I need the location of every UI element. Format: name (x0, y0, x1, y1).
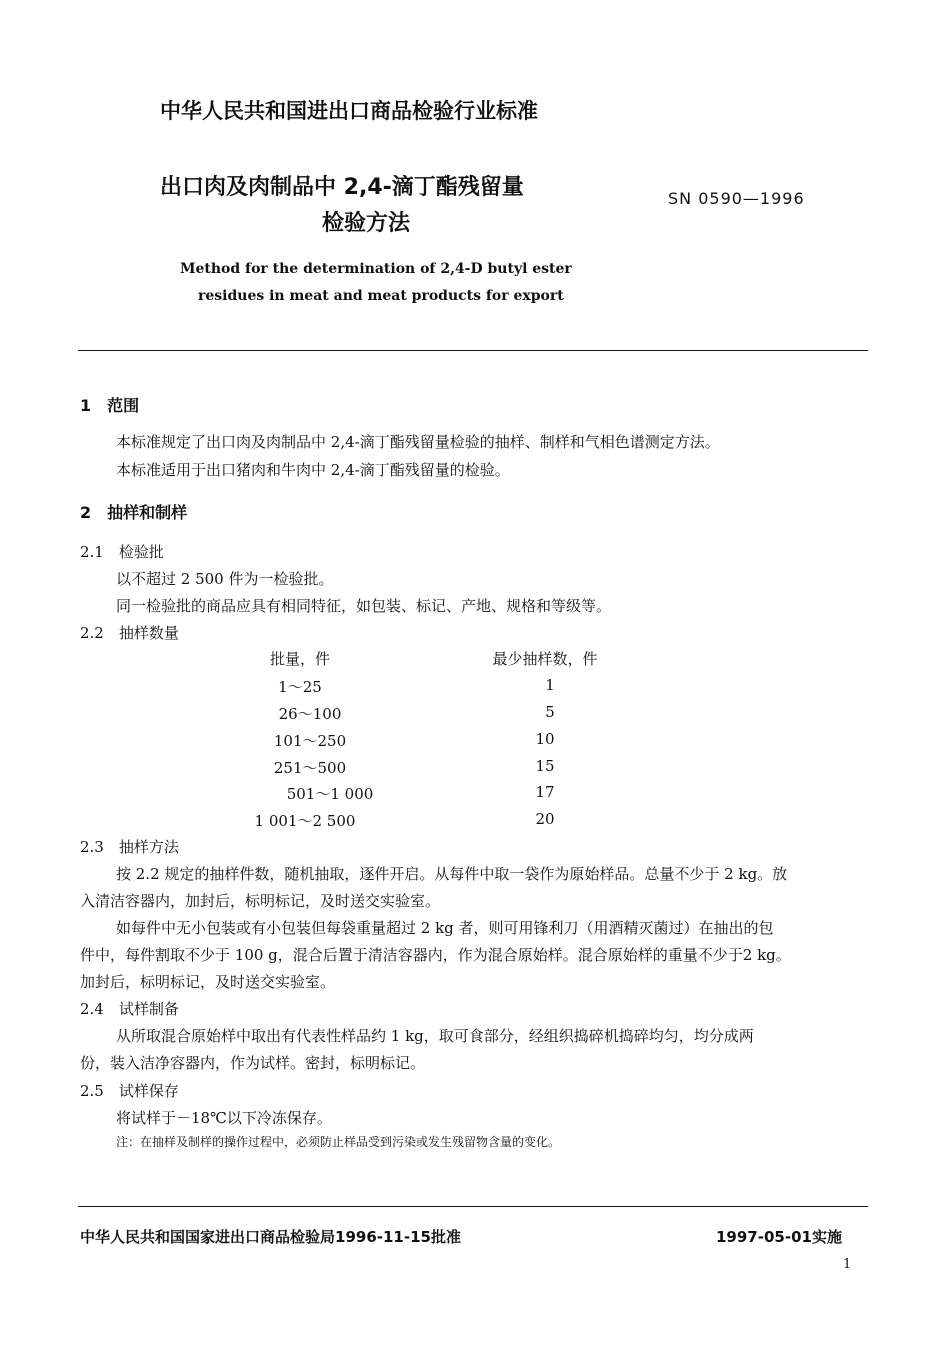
table-cell-min: 17 (535, 783, 555, 801)
table-cell-lot: 1 001～2 500 (254, 812, 356, 830)
table-cell-lot: 1～25 (278, 678, 322, 696)
document-title-line1: 出口肉及肉制品中 2,4-滴丁酯残留量 (160, 175, 524, 200)
section-2-5-heading: 2.5 试样保存 (80, 1082, 179, 1100)
table-cell-lot: 101～250 (273, 732, 347, 750)
table-cell-lot: 501～1 000 (286, 785, 374, 803)
section-2-4-para-line-2: 份，装入洁净容器内，作为试样。密封，标明标记。 (80, 1054, 426, 1072)
approval-statement: 中华人民共和国国家进出口商品检验局1996-11-15批准 (80, 1228, 461, 1246)
section-2-3-para-2-line-1: 如每件中无小包装或有小包装但每袋重量超过 2 kg 者，则可用锋利刀（用酒精灭菌过）在抽出的包 (116, 919, 774, 937)
section-1-heading: 1 范围 (80, 396, 140, 415)
table-cell-min: 20 (535, 810, 555, 828)
table-cell-min: 1 (545, 676, 555, 694)
section-2-5-note: 注：在抽样及制样的操作过程中，必须防止样品受到污染或发生残留物含量的变化。 (116, 1135, 561, 1149)
section-2-heading: 2 抽样和制样 (80, 503, 188, 522)
issuer-title: 中华人民共和国进出口商品检验行业标准 (160, 99, 538, 123)
standard-number: SN 0590—1996 (668, 189, 805, 208)
implementation-date: 1997-05-01实施 (716, 1228, 842, 1246)
section-2-3-para-2-line-3: 加封后，标明标记，及时送交实验室。 (80, 973, 336, 991)
table-cell-min: 10 (535, 730, 555, 748)
table-cell-min: 15 (535, 757, 555, 775)
section-2-3-para-1-line-2: 入清洁容器内，加封后，标明标记，及时送交实验室。 (80, 892, 441, 910)
section-1-para-2: 本标准适用于出口猪肉和牛肉中 2,4-滴丁酯残留量的检验。 (116, 461, 510, 479)
section-2-1-para-2: 同一检验批的商品应具有相同特征，如包装、标记、产地、规格和等级等。 (116, 597, 612, 615)
footer-divider (78, 1206, 868, 1207)
section-1-para-1: 本标准规定了出口肉及肉制品中 2,4-滴丁酯残留量检验的抽样、制样和气相色谱测定方法。 (116, 433, 720, 451)
section-2-4-heading: 2.4 试样制备 (80, 1000, 179, 1018)
section-2-3-para-1-line-1: 按 2.2 规定的抽样件数，随机抽取，逐件开启。从每件中取一袋作为原始样品。总量不少于 2 kg。放 (116, 865, 788, 883)
header-divider (78, 350, 868, 351)
table-cell-lot: 26～100 (278, 705, 342, 723)
table-cell-min: 5 (545, 703, 555, 721)
table-header-lot: 批量，件 (269, 650, 330, 668)
english-title-line2: residues in meat and meat products for export (198, 288, 564, 304)
section-2-5-para: 将试样于－18℃以下冷冻保存。 (116, 1109, 332, 1127)
table-cell-lot: 251～500 (273, 759, 347, 777)
page-number: 1 (843, 1257, 852, 1272)
section-2-3-para-2-line-2: 件中，每件割取不少于 100 g，混合后置于清洁容器内，作为混合原始样。混合原始样的重量不少于2 kg。 (80, 946, 791, 964)
table-header-min: 最少抽样数，件 (492, 650, 598, 668)
section-2-4-para-line-1: 从所取混合原始样中取出有代表性样品约 1 kg，取可食部分，经组织捣碎机捣碎均匀，均分成两 (116, 1027, 754, 1045)
section-2-2-heading: 2.2 抽样数量 (80, 624, 179, 642)
english-title-line1: Method for the determination of 2,4-D butyl ester (180, 261, 572, 277)
section-2-1-para-1: 以不超过 2 500 件为一检验批。 (116, 570, 334, 588)
section-2-1-heading: 2.1 检验批 (80, 543, 164, 561)
section-2-3-heading: 2.3 抽样方法 (80, 838, 179, 856)
document-title-line2: 检验方法 (322, 211, 411, 236)
